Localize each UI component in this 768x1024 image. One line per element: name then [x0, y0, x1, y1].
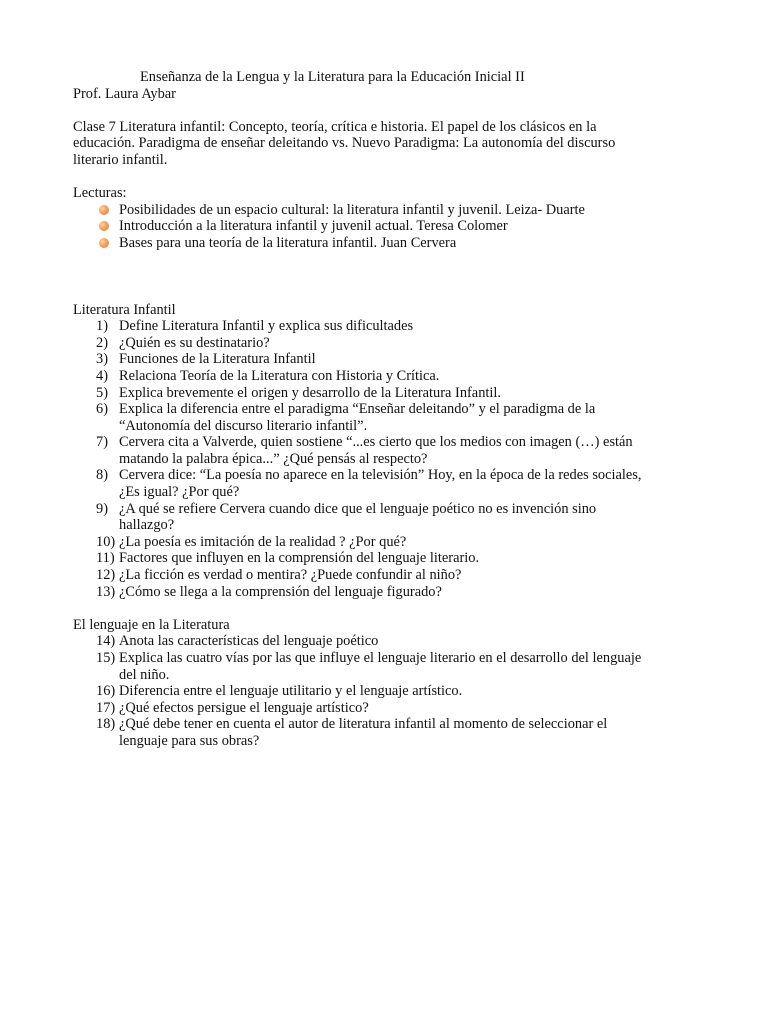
question-text: lenguaje para sus obras?: [119, 732, 260, 749]
question-text: hallazgo?: [119, 517, 175, 534]
spacer: [73, 102, 688, 119]
question-number: 8): [96, 467, 108, 484]
professor-name: Prof. Laura Aybar: [73, 85, 176, 102]
lecturas-heading: Lecturas:: [73, 185, 127, 202]
question-number: 3): [96, 351, 108, 368]
lectura-text: Introducción a la literatura infantil y juvenil actual. Teresa Colomer: [119, 218, 508, 235]
question-item: [73, 534, 688, 551]
question-number: 4): [96, 367, 108, 384]
question-number: 10): [96, 533, 116, 550]
question-item: [73, 318, 688, 335]
question-text: Explica la diferencia entre el paradigma “Enseñar deleitando” y el paradigma de la: [119, 401, 596, 418]
question-text: Explica las cuatro vías por las que influye el lenguaje literario en el desarrollo del lenguaje: [119, 650, 642, 666]
question-number: 14): [96, 633, 116, 650]
question-item: [73, 650, 688, 683]
lecturas-list: [73, 202, 688, 252]
question-text: ¿La ficción es verdad o mentira? ¿Puede confundir al niño?: [119, 567, 462, 584]
question-text: ¿La poesía es imitación de la realidad ? ¿Por qué?: [119, 533, 407, 550]
question-item: [73, 716, 688, 749]
list-item: [99, 218, 688, 235]
question-list-literatura-infantil: [73, 318, 688, 600]
document-title: Enseñanza de la Lengua y la Literatura para la Educación Inicial II: [140, 69, 525, 85]
question-item: [73, 550, 688, 567]
question-item: [73, 683, 688, 700]
document-page: [73, 69, 688, 750]
question-item: [73, 467, 688, 500]
question-number: 5): [96, 384, 108, 401]
question-text: ¿A qué se refiere Cervera cuando dice que el lenguaje poético no es invención sino: [119, 500, 597, 517]
question-number: 17): [96, 699, 116, 716]
question-item: [73, 584, 688, 601]
question-text: del niño.: [119, 666, 170, 683]
list-item: [99, 235, 688, 252]
clase-line: educación. Paradigma de enseñar deleitando vs. Nuevo Paradigma: La autonomía del discurso: [73, 135, 616, 152]
question-number: 15): [96, 650, 116, 666]
question-item: [73, 335, 688, 352]
bullet-icon: [99, 221, 109, 231]
question-number: 1): [96, 318, 108, 335]
list-item: [99, 202, 688, 219]
lectura-text: Bases para una teoría de la literatura infantil. Juan Cervera: [119, 234, 457, 251]
question-text: Cervera dice: “La poesía no aparece en la televisión” Hoy, en la época de la redes sociales,: [119, 467, 642, 484]
question-item: [73, 501, 688, 534]
question-item: [73, 385, 688, 402]
question-text: ¿Quién es su destinatario?: [119, 334, 270, 351]
question-text: Diferencia entre el lenguaje utilitario y el lenguaje artístico.: [119, 683, 463, 700]
question-text: Relaciona Teoría de la Literatura con Historia y Crítica.: [119, 367, 440, 384]
question-item: [73, 401, 688, 434]
question-number: 13): [96, 583, 116, 600]
question-item: [73, 351, 688, 368]
question-list-lenguaje-literatura: [73, 633, 688, 749]
bullet-icon: [99, 238, 109, 248]
question-text: Factores que influyen en la comprensión del lenguaje literario.: [119, 550, 480, 567]
question-number: 16): [96, 683, 116, 700]
lectura-text: Posibilidades de un espacio cultural: la literatura infantil y juvenil. Leiza- Duarte: [119, 201, 585, 218]
spacer: [73, 600, 688, 617]
question-number: 11): [96, 550, 115, 567]
question-text: ¿Es igual? ¿Por qué?: [119, 484, 240, 501]
clase-line: Clase 7 Literatura infantil: Concepto, teoría, crítica e historia. El papel de los clásicos en la: [73, 118, 597, 135]
question-number: 18): [96, 716, 116, 733]
section-heading-literatura-infantil: Literatura Infantil: [73, 301, 176, 318]
clase-line: literario infantil.: [73, 151, 168, 168]
question-number: 9): [96, 500, 108, 517]
question-text: ¿Cómo se llega a la comprensión del lenguaje figurado?: [119, 583, 442, 600]
question-text: “Autonomía del discurso literario infantil”.: [119, 417, 368, 434]
question-number: 2): [96, 334, 108, 351]
question-text: Cervera cita a Valverde, quien sostiene “...es cierto que los medios con imagen (…) están: [119, 434, 633, 451]
spacer: [73, 252, 688, 302]
section-heading-lenguaje-literatura: El lenguaje en la Literatura: [73, 616, 230, 633]
spacer: [73, 169, 688, 186]
question-text: Define Literatura Infantil y explica sus dificultades: [119, 318, 414, 335]
question-text: Explica brevemente el origen y desarrollo de la Literatura Infantil.: [119, 384, 501, 401]
question-text: Funciones de la Literatura Infantil: [119, 351, 316, 368]
question-text: matando la palabra épica...” ¿Qué pensás al respecto?: [119, 450, 428, 467]
bullet-icon: [99, 205, 109, 215]
question-text: ¿Qué debe tener en cuenta el autor de literatura infantil al momento de seleccionar el: [119, 716, 608, 733]
question-item: [73, 434, 688, 467]
question-item: [73, 567, 688, 584]
question-number: 12): [96, 567, 116, 584]
question-text: ¿Qué efectos persigue el lenguaje artístico?: [119, 699, 369, 716]
question-number: 7): [96, 434, 108, 451]
question-item: [73, 368, 688, 385]
question-item: [73, 633, 688, 650]
question-text: Anota las características del lenguaje poético: [119, 633, 379, 650]
question-number: 6): [96, 401, 108, 418]
question-item: [73, 700, 688, 717]
clase-description: [73, 119, 688, 169]
